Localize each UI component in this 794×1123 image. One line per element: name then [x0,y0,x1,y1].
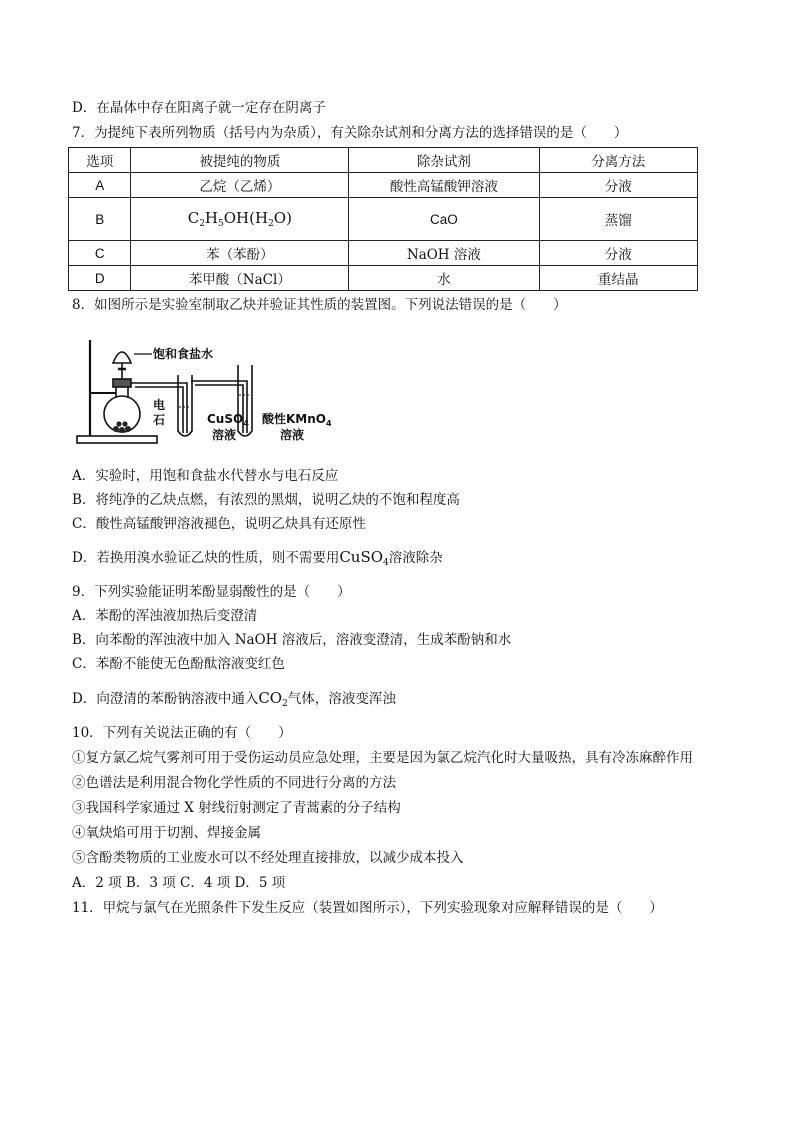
formula-subscript: 2 [199,219,205,229]
formula-part: CuSO [339,548,384,566]
text-part: 气体，溶液变浑浊 [287,691,396,707]
table-cell: 水 [349,266,539,291]
formula-part: OH(H [223,209,269,227]
header-option: 选项 [69,148,131,173]
table-row [69,266,698,291]
text-part: D．若换用溴水验证乙炔的性质，则不需要用 [72,550,340,566]
header-substance: 被提纯的物质 [131,148,349,173]
table-cell: CaO [349,198,539,241]
table-cell: NaOH 溶液 [349,241,539,266]
table-cell: 苯甲酸（NaCl） [131,266,349,291]
text-part: 溶液除杂 [388,550,443,566]
formula-part: C [187,209,200,227]
label-carbide: 石 [153,413,166,427]
q10-options: A．2 项 B．3 项 C．4 项 D．5 项 [72,875,286,891]
text-part: D．向澄清的苯酚钠溶液中通入 [72,691,259,707]
label-brine: 饱和食盐水 [153,347,214,361]
table-cell: 酸性高锰酸钾溶液 [349,173,539,198]
q8-option-d [72,547,443,573]
q7-stem: 7．为提纯下表所列物质（括号内为杂质），有关除杂试剂和分离方法的选择错误的是（ ） [72,125,628,141]
formula-part: O) [273,209,292,227]
table-cell: 分液 [539,173,697,198]
table-cell-formula [131,198,349,241]
acetylene-apparatus-figure [72,335,362,455]
label-solution: 溶液 [280,428,305,442]
q9-option-a: A．苯酚的浑浊液加热后变澄清 [72,608,258,624]
q10-statement-1: ①复方氯乙烷气雾剂可用于受伤运动员应急处理，主要是因为氯乙烷汽化时大量吸热，具有冷冻麻醉作用 [72,750,693,766]
formula-part: CO [258,689,283,707]
header-method: 分离方法 [539,148,697,173]
table-row [69,173,698,198]
table-cell: D [69,266,131,291]
table-cell: B [69,198,131,241]
table-cell: 苯（苯酚） [131,241,349,266]
table-cell: 乙烷（乙烯） [131,173,349,198]
formula-subscript: 2 [268,219,274,229]
label-carbide: 电 [153,398,166,412]
q10-statement-2: ②色谱法是利用混合物化学性质的不同进行分离的方法 [72,775,396,791]
table-cell: 蒸馏 [539,198,697,241]
q9-option-d [72,688,396,714]
label-kmno4: 酸性KMnO$_4$ [262,412,332,428]
label-solution: 溶液 [212,428,237,442]
table-header-row [69,148,698,173]
table-row [69,241,698,266]
table-row [69,198,698,241]
q7-table [68,147,698,291]
table-cell: C [69,241,131,266]
q11-stem: 11．甲烷与氯气在光照条件下发生反应（装置如图所示），下列实验现象对应解释错误的是（ ） [72,900,663,916]
q10-stem: 10．下列有关说法正确的有（ ） [72,725,292,741]
q8-option-c: C．酸性高锰酸钾溶液褪色，说明乙炔具有还原性 [72,516,366,532]
table-cell: 重结晶 [539,266,697,291]
q8-stem: 8．如图所示是实验室制取乙炔并验证其性质的装置图。下列说法错误的是（ ） [72,297,567,313]
formula-part: H [204,209,219,227]
q9-option-b: B．向苯酚的浑浊液中加入 NaOH 溶液后，溶液变澄清，生成苯酚钠和水 [72,632,512,648]
label-cuso4: CuSO$_4$ [207,412,249,428]
q10-statement-4: ④氧炔焰可用于切割、焊接金属 [72,825,261,841]
q10-statement-3: ③我国科学家通过 X 射线衍射测定了青蒿素的分子结构 [72,800,401,816]
header-reagent: 除杂试剂 [349,148,539,173]
formula-subscript: 4 [383,558,389,568]
q9-option-c: C．苯酚不能使无色酚酞溶液变红色 [72,656,285,672]
formula-subscript: 2 [282,699,288,709]
q8-option-b: B．将纯净的乙炔点燃，有浓烈的黑烟，说明乙炔的不饱和程度高 [72,492,460,508]
formula-subscript: 5 [218,219,224,229]
q9-stem: 9．下列实验能证明苯酚显弱酸性的是（ ） [72,584,351,600]
q6-option-d: D．在晶体中存在阳离子就一定存在阴离子 [72,100,326,116]
q8-option-a: A．实验时，用饱和食盐水代替水与电石反应 [72,468,339,484]
q10-statement-5: ⑤含酚类物质的工业废水可以不经处理直接排放，以减少成本投入 [72,850,464,866]
table-cell: A [69,173,131,198]
table-cell: 分液 [539,241,697,266]
